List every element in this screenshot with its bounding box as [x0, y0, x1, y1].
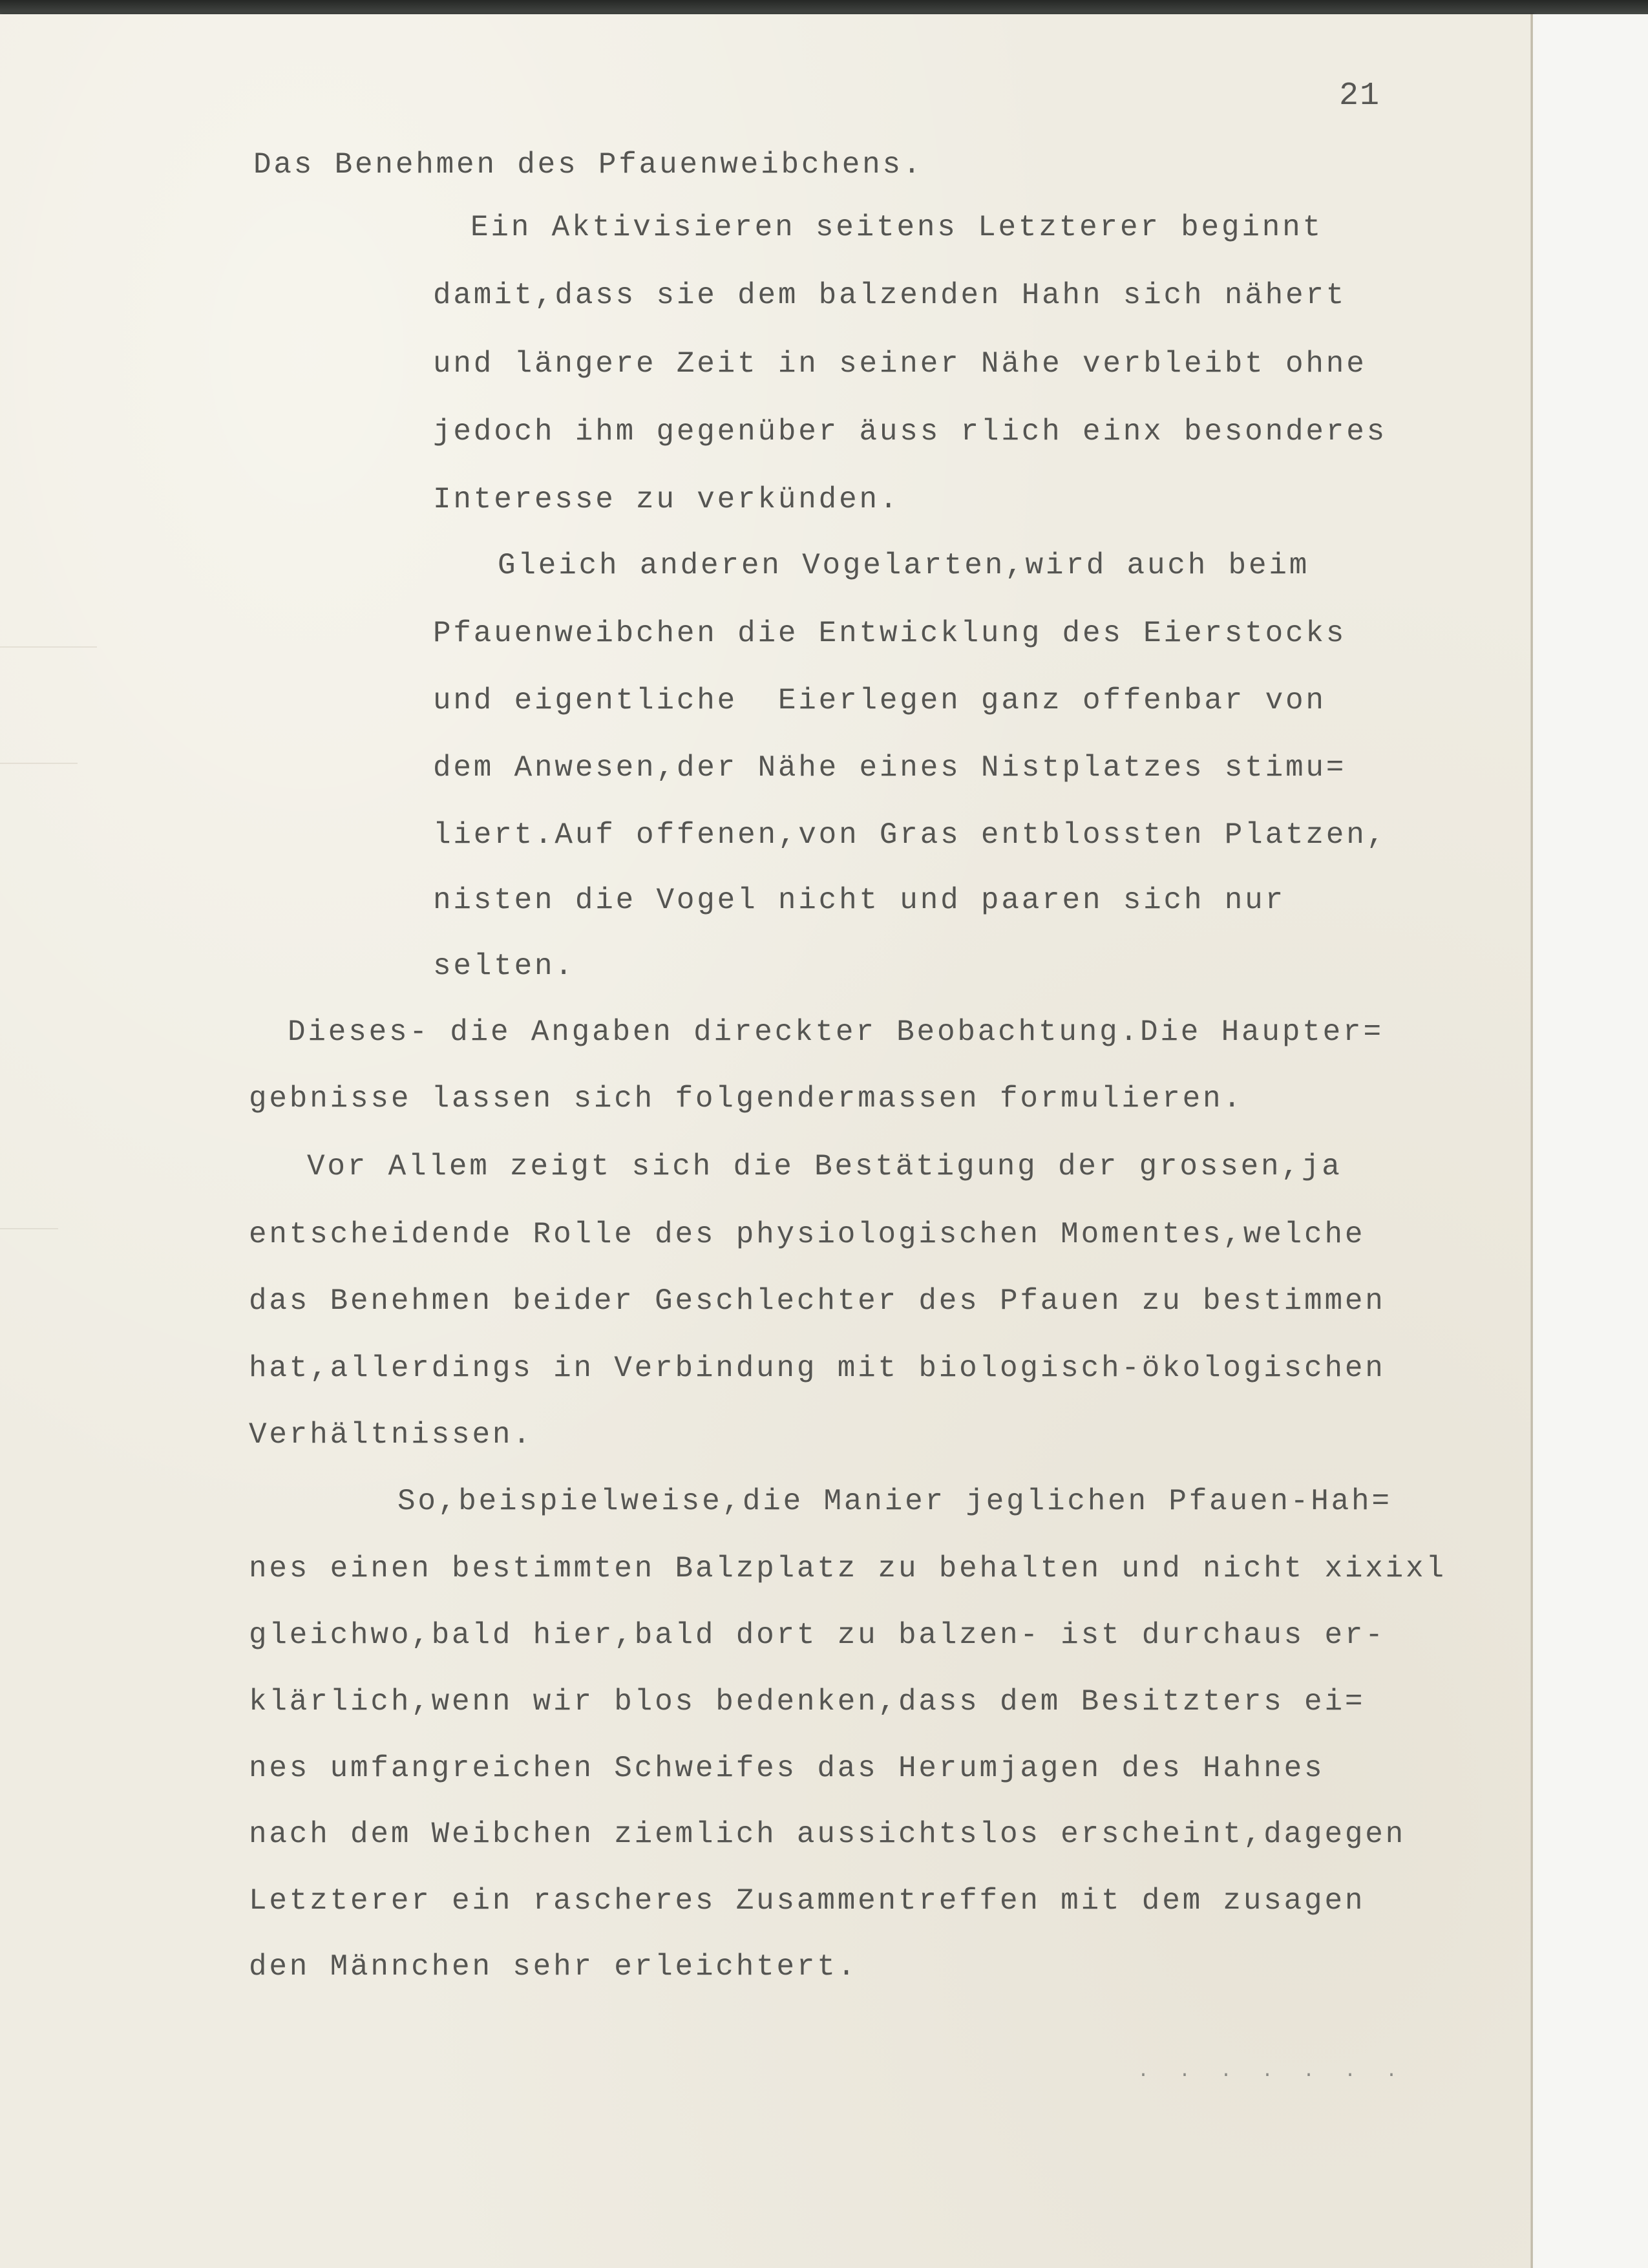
text-line: hat,allerdings in Verbindung mit biologisch-ökologischen — [249, 1351, 1386, 1385]
text-line: entscheidende Rolle des physiologischen Momentes,welche — [249, 1218, 1366, 1251]
text-line: gebnisse lassen sich folgendermassen formulieren. — [249, 1082, 1243, 1116]
text-line: klärlich,wenn wir blos bedenken,dass dem Besitzters ei= — [249, 1685, 1366, 1719]
text-line: nach dem Weibchen ziemlich aussichtslos erscheint,dagegen — [249, 1818, 1406, 1851]
text-line: Gleich anderen Vogelarten,wird auch beim — [498, 549, 1310, 582]
trailing-dots: . . . . . . . — [1137, 2061, 1407, 2083]
bleed-through-mark — [0, 763, 78, 764]
text-line: und längere Zeit in seiner Nähe verbleibt ohne — [433, 347, 1367, 381]
bleed-through-mark — [0, 1228, 58, 1229]
bleed-through-mark — [0, 646, 97, 648]
text-line: jedoch ihm gegenüber äuss rlich einx besonderes — [433, 415, 1388, 449]
text-line: Ein Aktivisieren seitens Letzterer beginnt — [470, 211, 1323, 244]
text-line: Letzterer ein rascheres Zusammentreffen mit dem zusagen — [249, 1884, 1366, 1918]
text-line: nisten die Vogel nicht und paaren sich nur — [433, 884, 1285, 917]
text-line: Interesse zu verkünden. — [433, 483, 900, 516]
text-line: So,beispielweise,die Manier jeglichen Pfauen-Hah= — [397, 1485, 1392, 1518]
text-line: liert.Auf offenen,von Gras entblossten Platzen, — [433, 818, 1388, 852]
text-line: nes einen bestimmten Balzplatz zu behalten und nicht xixixl — [249, 1552, 1446, 1585]
text-line: Pfauenweibchen die Entwicklung des Eierstocks — [433, 617, 1347, 650]
text-line: gleichwo,bald hier,bald dort zu balzen- ist durchaus er- — [249, 1618, 1386, 1652]
text-line: dem Anwesen,der Nähe eines Nistplatzes stimu= — [433, 751, 1347, 785]
text-line: nes umfangreichen Schweifes das Herumjagen des Hahnes — [249, 1752, 1325, 1785]
text-line: damit,dass sie dem balzenden Hahn sich nähert — [433, 279, 1347, 312]
text-line: selten. — [433, 949, 575, 983]
text-line: Verhältnissen. — [249, 1418, 533, 1452]
text-line: das Benehmen beider Geschlechter des Pfauen zu bestimmen — [249, 1284, 1386, 1318]
text-line: Dieses- die Angaben direckter Beobachtung.Die Haupter= — [288, 1015, 1384, 1049]
text-line: Vor Allem zeigt sich die Bestätigung der grossen,ja — [307, 1150, 1342, 1183]
page-number: 21 — [1339, 78, 1381, 114]
text-line: den Männchen sehr erleichtert. — [249, 1950, 858, 1984]
scanner-margin — [1533, 14, 1648, 2268]
text-line: und eigentliche Eierlegen ganz offenbar von — [433, 684, 1326, 717]
section-heading: Das Benehmen des Pfauenweibchens. — [253, 148, 924, 182]
